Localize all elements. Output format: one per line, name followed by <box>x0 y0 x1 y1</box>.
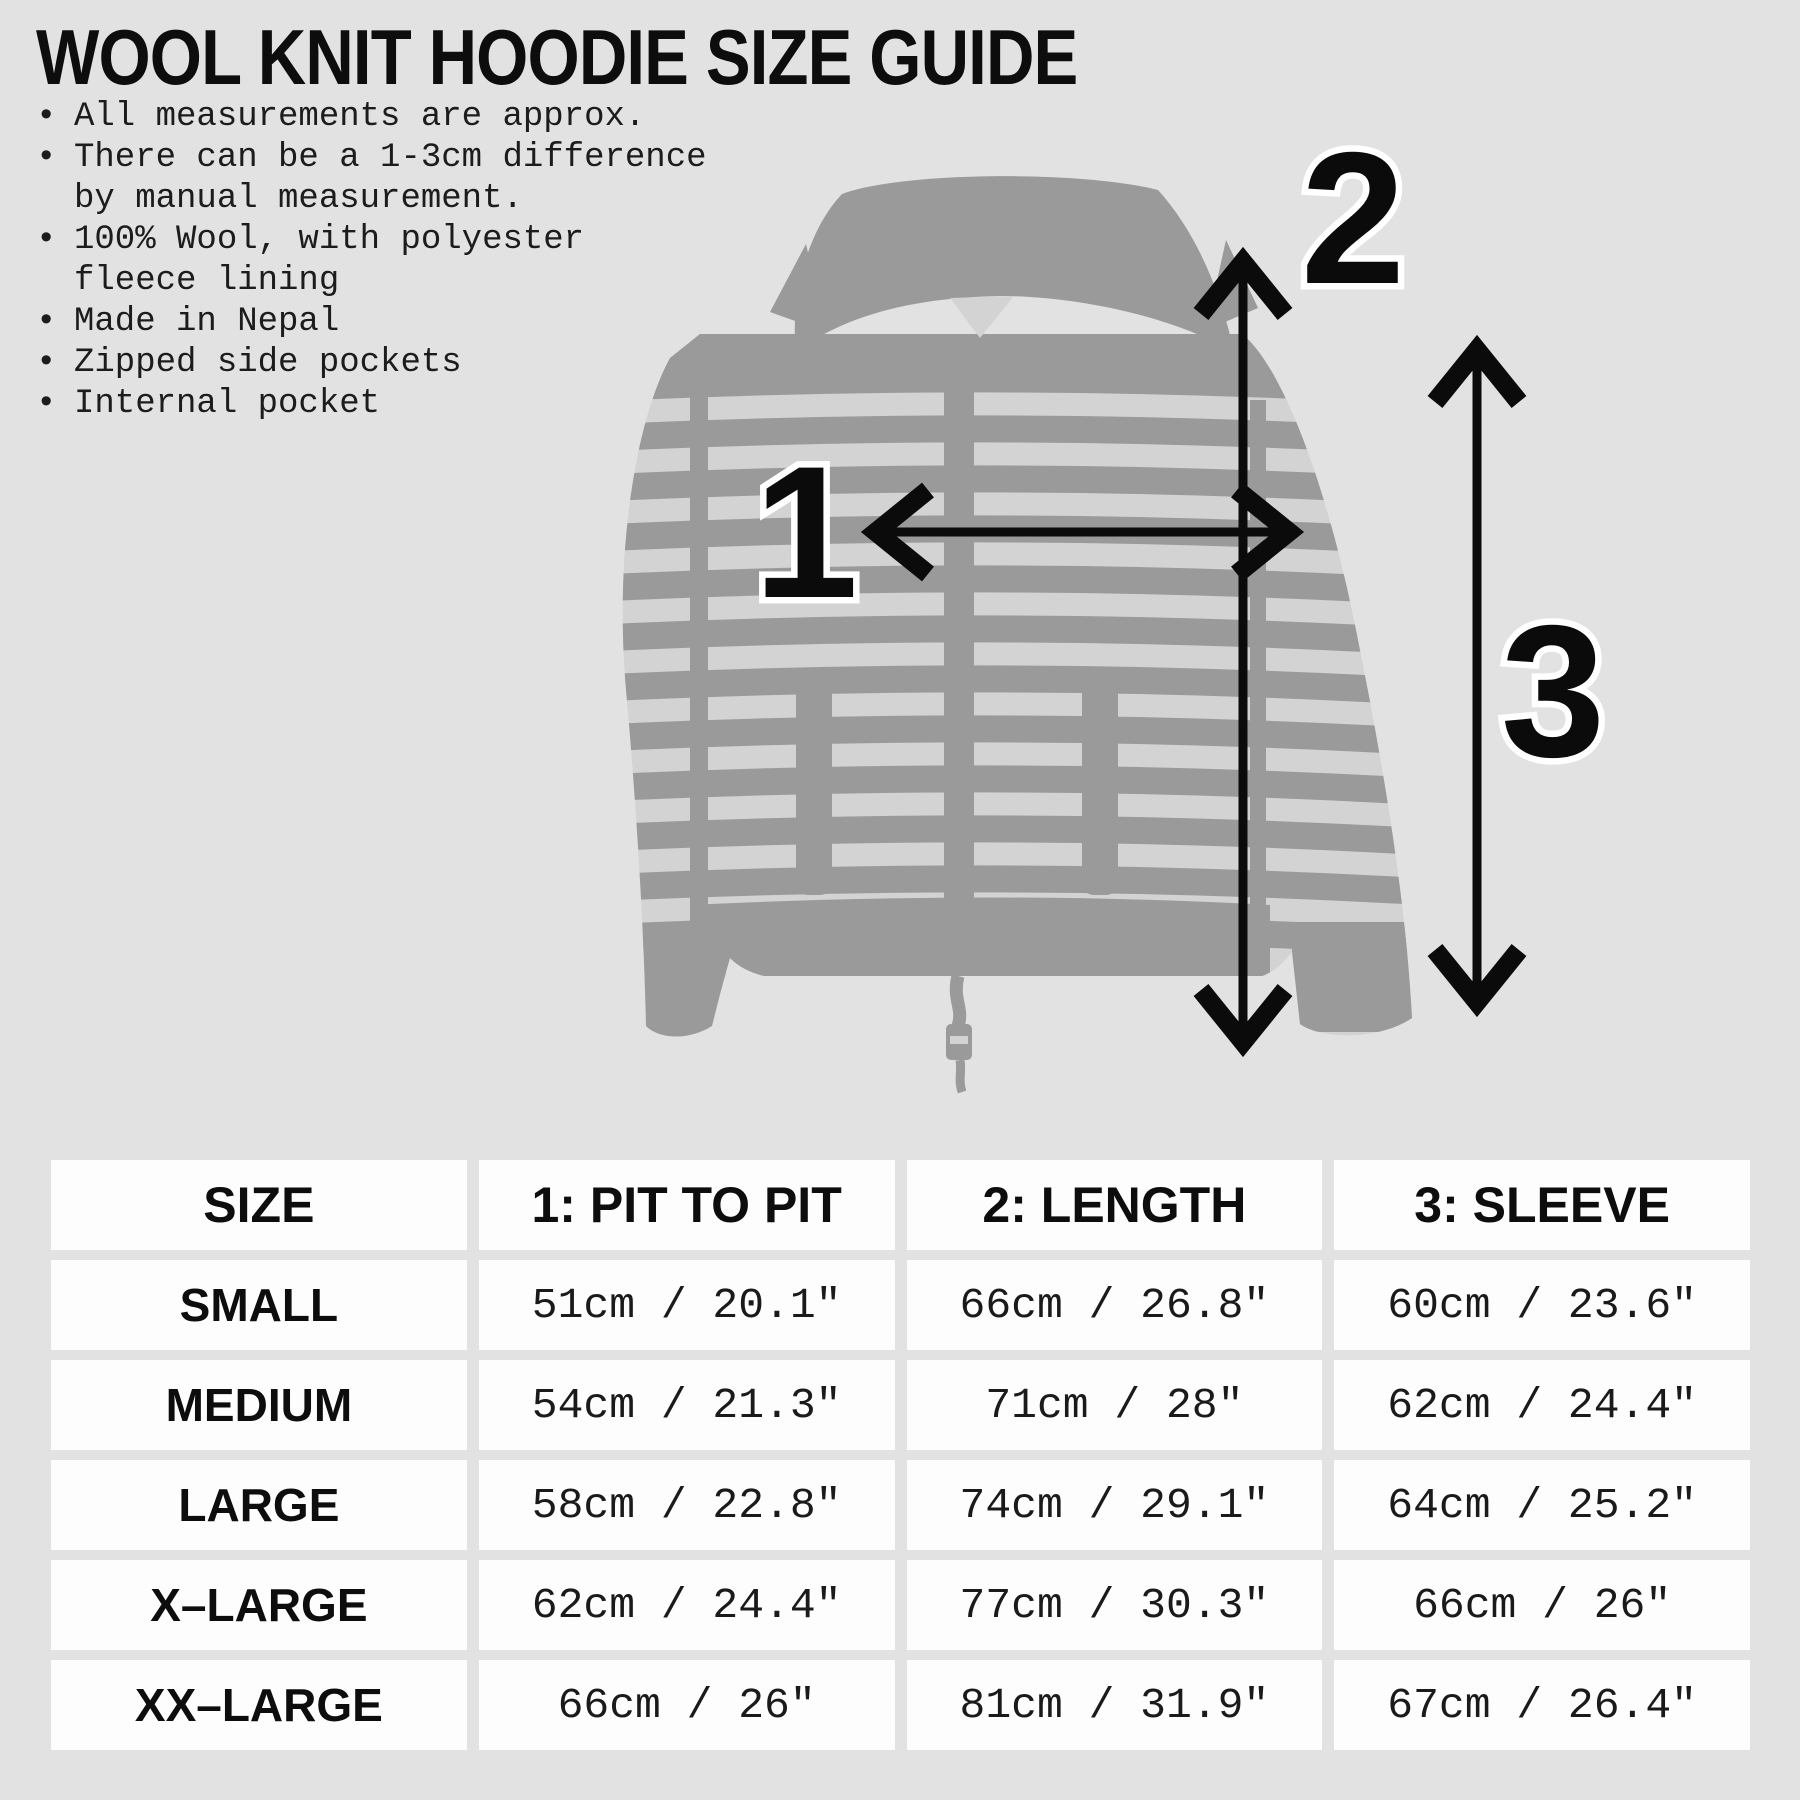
row-small-length: 66cm / 26.8″ <box>907 1260 1323 1350</box>
bullet-dot: • <box>36 384 57 423</box>
shoulder-band <box>600 334 1440 376</box>
note-text: There can be a 1-3cm difference <box>74 138 707 177</box>
note-text: 100% Wool, with polyester <box>74 220 585 259</box>
neck-opening <box>950 296 1014 338</box>
column-header-sleeve: 3: SLEEVE <box>1334 1160 1750 1250</box>
cuff-left <box>636 938 726 1038</box>
note-text: Zipped side pockets <box>74 343 462 382</box>
note-text: Internal pocket <box>74 384 381 423</box>
hem-band <box>690 898 1270 979</box>
left-seam <box>690 340 708 980</box>
row-large-pit-to-pit: 58cm / 22.8″ <box>479 1460 895 1550</box>
size-table <box>51 1160 1750 1750</box>
bullet-dot: • <box>36 220 57 259</box>
note-text: Made in Nepal <box>74 302 340 341</box>
note-text: by manual measurement. <box>74 179 523 218</box>
bullet-dot: • <box>36 97 57 136</box>
row-medium-size: MEDIUM <box>51 1360 467 1450</box>
right-seam <box>1250 400 1266 980</box>
column-header-length: 2: LENGTH <box>907 1160 1323 1250</box>
label-sleeve: 3 <box>1500 586 1606 796</box>
bullet-dot: • <box>36 343 57 382</box>
garment-silhouette <box>590 320 1440 1050</box>
row-xlarge-size: X–LARGE <box>51 1560 467 1650</box>
row-medium-pit-to-pit: 54cm / 21.3″ <box>479 1360 895 1450</box>
row-xxlarge-pit-to-pit: 66cm / 26″ <box>479 1660 895 1750</box>
note-text: fleece lining <box>74 261 340 300</box>
row-xxlarge-size: XX–LARGE <box>51 1660 467 1750</box>
column-header-pit-to-pit: 1: PIT TO PIT <box>479 1160 895 1250</box>
note-text: All measurements are approx. <box>74 97 646 136</box>
row-large-sleeve: 64cm / 25.2″ <box>1334 1460 1750 1550</box>
row-xlarge-sleeve: 66cm / 26″ <box>1334 1560 1750 1650</box>
bullet-dot: • <box>36 302 57 341</box>
bullet-dot: • <box>36 138 57 177</box>
column-header-size: SIZE <box>51 1160 467 1250</box>
hood-shape <box>795 176 1234 352</box>
pocket-right <box>1082 680 1118 895</box>
drawstring <box>946 976 972 1092</box>
row-xlarge-length: 77cm / 30.3″ <box>907 1560 1323 1650</box>
page-title: WOOL KNIT HOODIE SIZE GUIDE <box>36 13 1078 101</box>
row-small-sleeve: 60cm / 23.6″ <box>1334 1260 1750 1350</box>
row-large-size: LARGE <box>51 1460 467 1550</box>
row-small-pit-to-pit: 51cm / 20.1″ <box>479 1260 895 1350</box>
row-xlarge-pit-to-pit: 62cm / 24.4″ <box>479 1560 895 1650</box>
row-xxlarge-length: 81cm / 31.9″ <box>907 1660 1323 1750</box>
cuff-right <box>1292 922 1416 1032</box>
row-medium-sleeve: 62cm / 24.4″ <box>1334 1360 1750 1450</box>
row-medium-length: 71cm / 28″ <box>907 1360 1323 1450</box>
row-small-size: SMALL <box>51 1260 467 1350</box>
row-xxlarge-sleeve: 67cm / 26.4″ <box>1334 1660 1750 1750</box>
pocket-left <box>796 680 832 895</box>
label-pit-to-pit: 1 <box>753 427 859 637</box>
row-large-length: 74cm / 29.1″ <box>907 1460 1323 1550</box>
label-length: 2 <box>1300 113 1406 323</box>
zipper-line <box>944 334 974 978</box>
